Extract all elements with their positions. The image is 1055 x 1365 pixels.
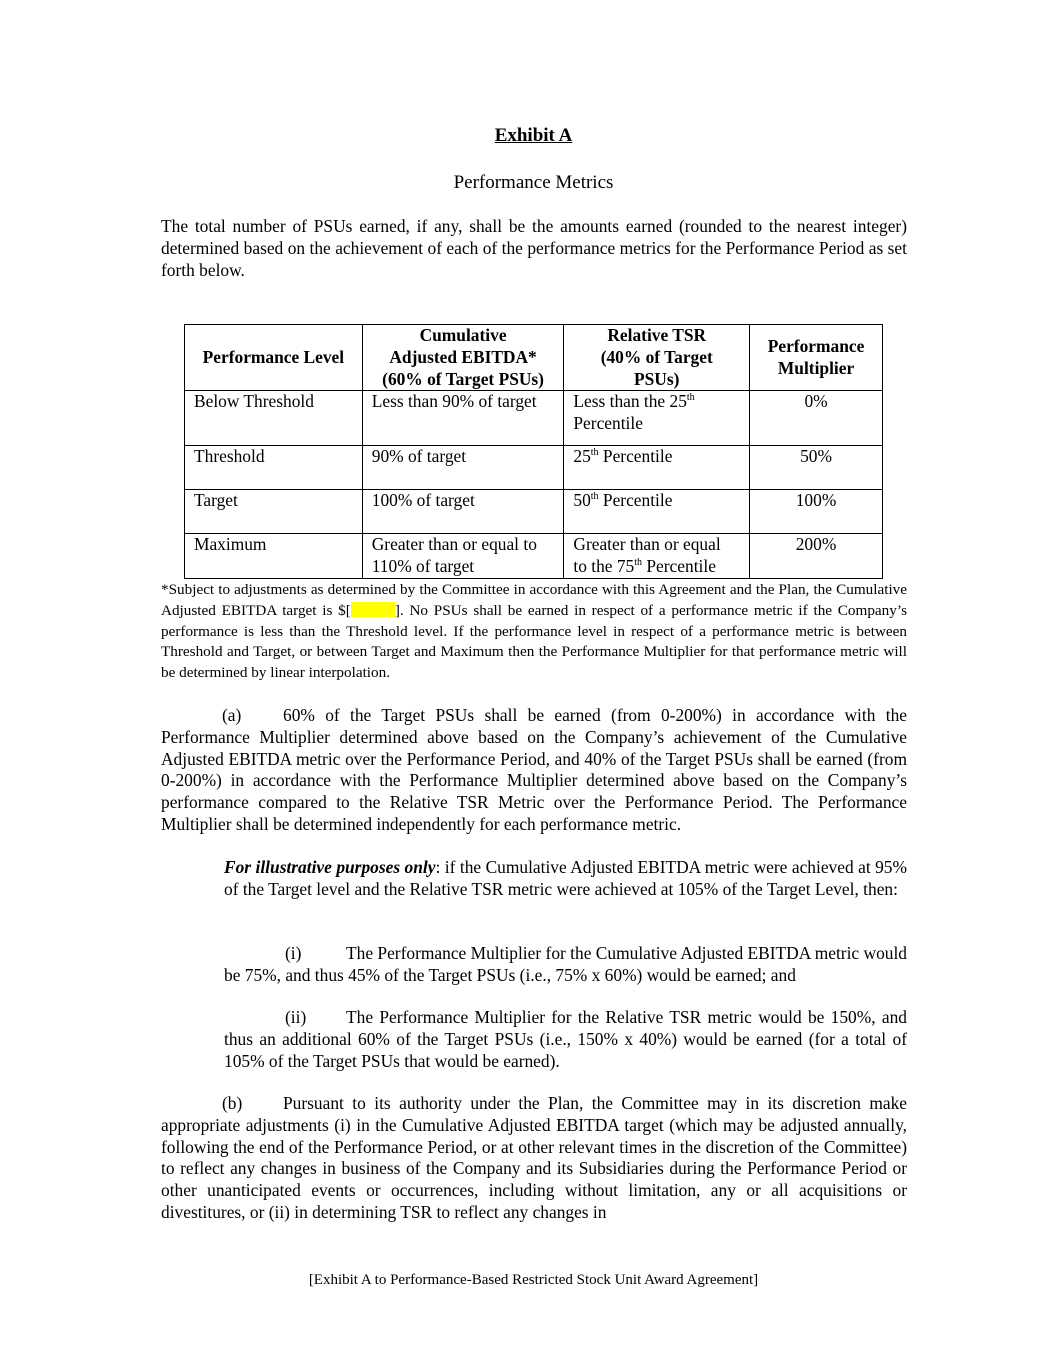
- table-row: [185, 391, 883, 446]
- section-subtitle: Performance Metrics: [453, 172, 614, 193]
- table-row: [185, 534, 883, 579]
- paragraph-label: (ii): [285, 1007, 307, 1027]
- header-relative-tsr: Relative TSR (40% of Target PSUs): [564, 325, 750, 391]
- cell-tsr: 25th Percentile: [564, 446, 750, 490]
- paragraph-ii: (ii) The Performance Multiplier for the Relative TSR metric would be 150%, and thus an additional 60% of the Target PSUs (i.e., 150% x 40%) would be earned (for a total of 105% of the Target PSUs that would be earned).: [224, 1007, 907, 1071]
- cell-ebitda: 90% of target: [362, 446, 564, 490]
- cell-level: Target: [185, 490, 363, 534]
- cell-ebitda: Greater than or equal to 110% of target: [362, 534, 564, 579]
- cell-level: Maximum: [185, 534, 363, 579]
- table-header-row: [185, 325, 883, 391]
- intro-paragraph: The total number of PSUs earned, if any, shall be the amounts earned (rounded to the nearest integer) determined based on the achievement of each of the performance metrics for the Performance Period as set forth below.: [161, 216, 907, 280]
- performance-metrics-table: [184, 324, 883, 579]
- exhibit-title: Exhibit A: [494, 125, 573, 146]
- cell-multiplier: 0%: [750, 391, 883, 446]
- cell-multiplier: 100%: [750, 490, 883, 534]
- header-performance-multiplier: Performance Multiplier: [750, 325, 883, 391]
- cell-multiplier: 200%: [750, 534, 883, 579]
- highlighted-blank: [351, 602, 395, 617]
- cell-tsr: Greater than or equal to the 75th Percentile: [564, 534, 750, 579]
- header-performance-level: Performance Level: [185, 325, 363, 391]
- table-footnote: *Subject to adjustments as determined by the Committee in accordance with this Agreement and the Plan, the Cumulative Adjusted EBITDA target is $[ ]. No PSUs shall be earned in respect of a performance metric if the Company’s performance is less than the Threshold level. If the performance level in respect of a performance metric is between Threshold and Target, or between Target and Maximum then the Performance Multiplier for that performance metric will be determined by linear interpolation.: [161, 581, 907, 682]
- cell-level: Threshold: [185, 446, 363, 490]
- illustrative-lead: For illustrative purposes only: [224, 857, 436, 877]
- paragraph-b: (b) Pursuant to its authority under the Plan, the Committee may in its discretion make appropriate adjustments (i) in the Cumulative Adjusted EBITDA target (which may be adjusted annually, following the end of the Performance Period, or at other relevant times in the discretion of the Committee) to reflect any changes in business of the Company and its Subsidiaries during the Performance Period or other unanticipated events or occurrences, including without limitation, any or all acquisitions or divestitures, or (ii) in determining TSR to reflect any changes in: [161, 1093, 907, 1222]
- paragraph-label: (b): [222, 1093, 243, 1113]
- paragraph-i: (i) The Performance Multiplier for the Cumulative Adjusted EBITDA metric would be 75%, and thus 45% of the Target PSUs (i.e., 75% x 60%) would be earned; and: [224, 943, 907, 985]
- paragraph-label: (a): [222, 705, 242, 725]
- cell-ebitda: Less than 90% of target: [362, 391, 564, 446]
- paragraph-a: (a) 60% of the Target PSUs shall be earned (from 0-200%) in accordance with the Performance Multiplier determined above based on the Company’s achievement of the Cumulative Adjusted EBITDA metric over the Performance Period, and 40% of the Target PSUs shall be earned (from 0-200%) in accordance with the Performance Multiplier determined above based on the Company’s performance compared to the Relative TSR Metric over the Performance Period. The Performance Multiplier shall be determined independently for each performance metric.: [161, 705, 907, 834]
- cell-multiplier: 50%: [750, 446, 883, 490]
- table-row: [185, 446, 883, 490]
- cell-tsr: 50th Percentile: [564, 490, 750, 534]
- cell-ebitda: 100% of target: [362, 490, 564, 534]
- cell-level: Below Threshold: [185, 391, 363, 446]
- illustrative-paragraph: For illustrative purposes only: if the Cumulative Adjusted EBITDA metric were achieved at 95% of the Target level and the Relative TSR metric were achieved at 105% of the Target Level, then:: [224, 857, 907, 899]
- cell-tsr: Less than the 25th Percentile: [564, 391, 750, 446]
- header-cumulative-ebitda: Cumulative Adjusted EBITDA* (60% of Target PSUs): [362, 325, 564, 391]
- page-footer: [Exhibit A to Performance-Based Restricted Stock Unit Award Agreement]: [308, 1272, 759, 1288]
- table-row: [185, 490, 883, 534]
- paragraph-label: (i): [285, 943, 302, 963]
